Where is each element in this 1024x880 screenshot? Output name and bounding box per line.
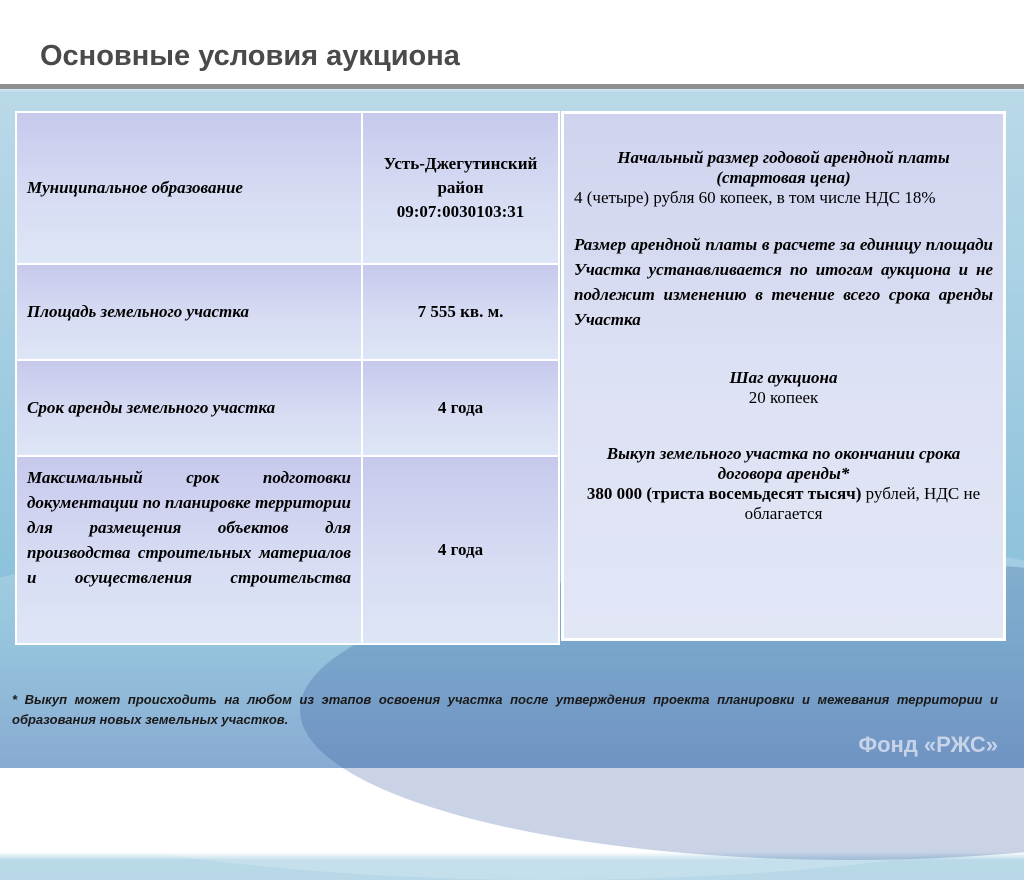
rent-note: Размер арендной платы в расчете за единицу площади Участка устанавливается по итогам аукциона и не подлежит изменению в течение всего срока аренды Участка <box>574 235 993 329</box>
brand-logo-text: Фонд «РЖС» <box>858 732 998 757</box>
buyout-heading: Выкуп земельного участка по окончании срока договора аренды* <box>606 444 961 483</box>
table-row <box>16 456 559 644</box>
step-value: 20 копеек <box>748 388 819 407</box>
row-value: 7 555 кв. м. <box>362 264 559 360</box>
row-value: Усть-Джегутинский район 09:07:0030103:31 <box>362 112 559 264</box>
row-label: Площадь земельного участка <box>16 264 362 360</box>
row-label: Срок аренды земельного участка <box>16 360 362 456</box>
step-heading: Шаг аукциона <box>729 368 838 387</box>
buyout-line <box>574 484 993 524</box>
row-label: Максимальный срок подготовки документации по планировке территории для размещения объектов для производства строительных материалов и осуществления строительства <box>16 456 362 644</box>
table-row <box>16 264 559 360</box>
row-label: Муниципальное образование <box>16 112 362 264</box>
conditions-table <box>15 111 560 645</box>
buyout-suffix: рублей, НДС не облагается <box>744 484 981 523</box>
title-bar <box>0 0 1024 86</box>
title-divider <box>0 84 1024 89</box>
start-price-text: 4 (четыре) рубля 60 копеек, в том числе НДС 18% <box>574 188 936 207</box>
start-price-heading: Начальный размер годовой арендной платы (стартовая цена) <box>617 148 950 187</box>
footnote-text: Выкуп может происходить на любом из этапов освоения участка после утверждения проекта планировки и межевания территории и образования новых земельных участков. <box>12 692 998 727</box>
row-value: 4 года <box>362 456 559 644</box>
table-row <box>16 112 559 264</box>
buyout-amount: 380 000 (триста восемьдесят тысяч) <box>586 484 862 503</box>
table-row <box>16 360 559 456</box>
auction-details-panel <box>561 111 1006 641</box>
footnote <box>12 690 998 730</box>
row-value: 4 года <box>362 360 559 456</box>
footnote-star: * <box>12 692 18 707</box>
page-title: Основные условия аукциона <box>40 40 460 72</box>
